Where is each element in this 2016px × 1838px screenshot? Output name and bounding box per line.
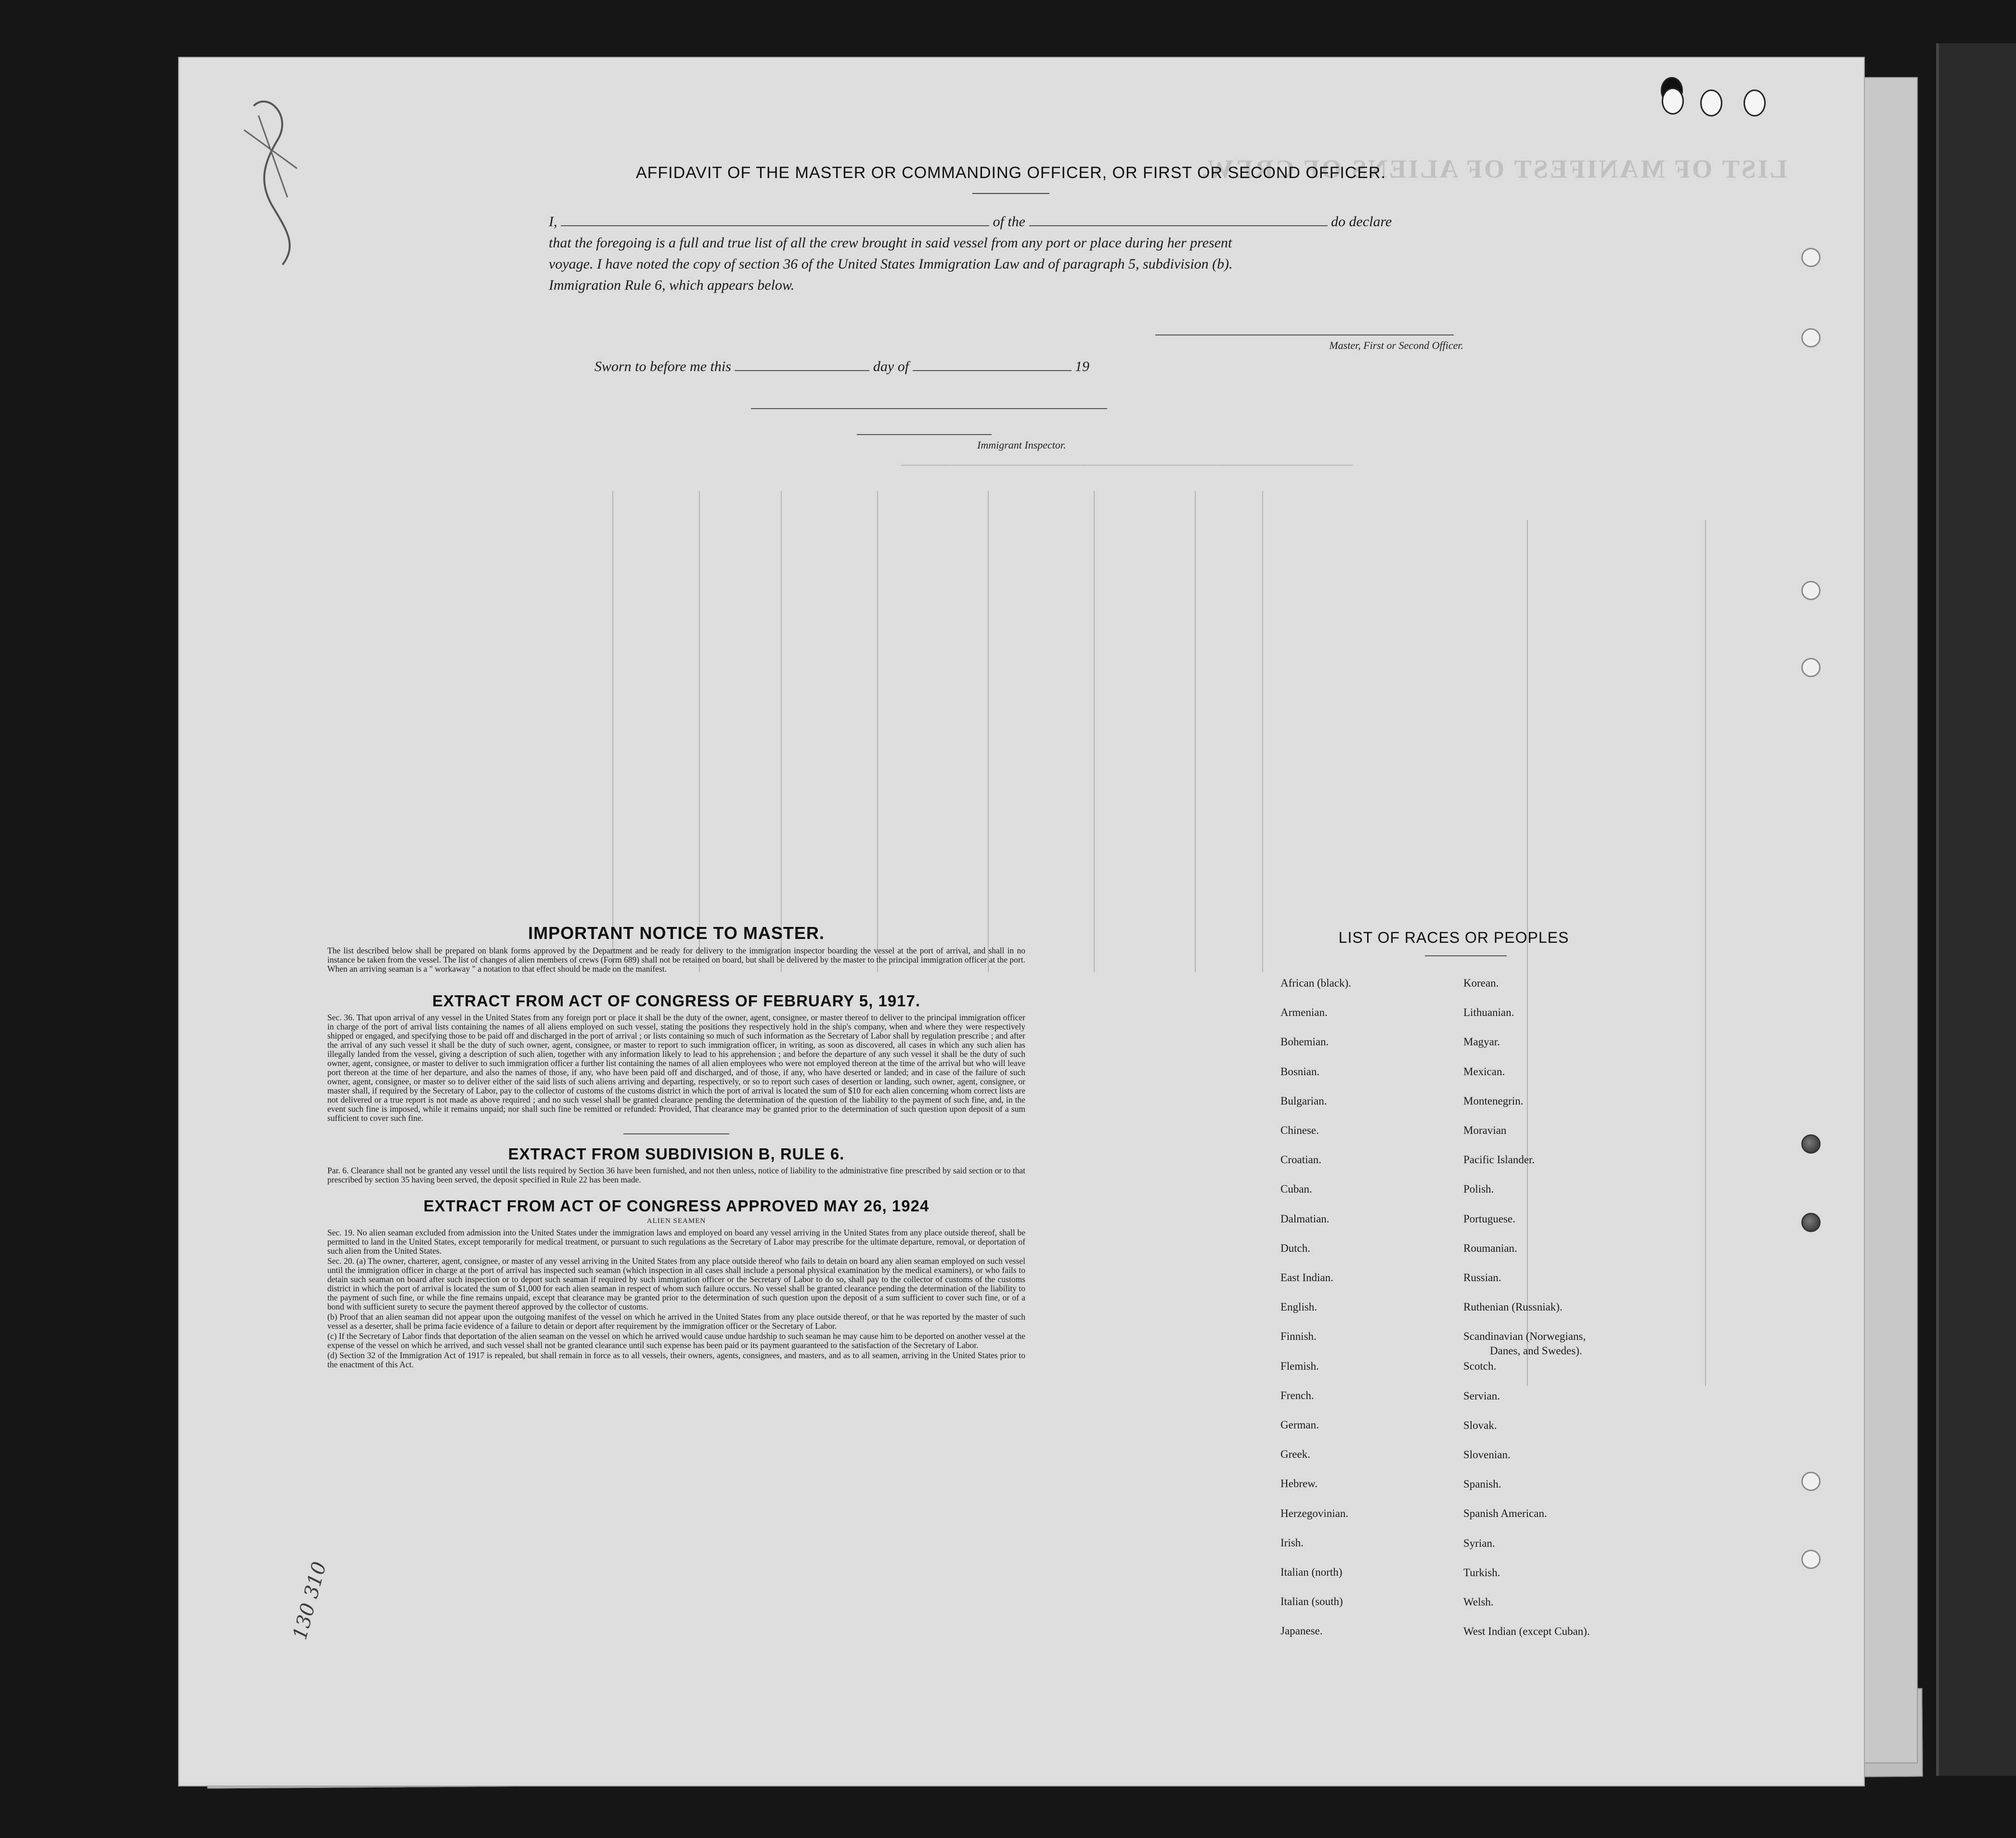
binder-hole	[1801, 1134, 1821, 1154]
name-blank[interactable]	[561, 225, 989, 226]
sec19-text: Sec. 19. No alien seaman excluded from admission into the United States under the immigration laws and employed on board any vessel arriving in the United States from any place outside thereof, shall be permitted to land in the United States, except temporarily for medical treatment, or pursuant to such regulations as the Secretary of Labor may prescribe for the ultimate departure, removal, or deportation of such alien from the United States.	[327, 1228, 1025, 1256]
binder-hole	[1801, 658, 1821, 677]
binder-hole	[1801, 1213, 1821, 1232]
ghost-column-line	[1262, 491, 1263, 972]
affidavit-i: I,	[549, 214, 557, 230]
notice-section	[327, 923, 1025, 1369]
ghost-column-line	[988, 491, 989, 972]
race-item: Welsh.	[1463, 1596, 1494, 1608]
affidavit-title: AFFIDAVIT OF THE MASTER OR COMMANDING OFFICER, OR FIRST OR SECOND OFFICER.	[635, 164, 1386, 182]
race-item: Italian (south)	[1280, 1595, 1343, 1608]
race-item: Herzegovinian.	[1280, 1507, 1349, 1519]
race-item: Roumanian.	[1463, 1242, 1517, 1254]
master-signature-block	[1155, 334, 1463, 352]
sec20b-text: (b) Proof that an alien seaman did not appear upon the outgoing manifest of the vessel on which he arrived in the United States from any place outside thereof, or that he was reported by the master of such vessel as a deserter, shall be prima facie evidence of a failure to detain or deport after requirement by the immigration officer or the Secretary of Labor.	[327, 1312, 1025, 1331]
divider	[623, 1133, 729, 1134]
races-section	[1261, 929, 1627, 1638]
notice-text: The list described below shall be prepared on blank forms approved by the Department and be ready for delivery to the immigration inspector boarding the vessel at the port of arrival, and shall in no instance be taken from the vessel. The list of changes of alien members of crews (Form 689) shall not be retained on board, but shall be delivered by the master to the principal immigration officer at the port. When an arriving seaman is a " workaway " a notation to that effect should be made on the manifest.	[327, 946, 1025, 974]
sec20a-text: Sec. 20. (a) The owner, charterer, agent, consignee, or master of any vessel arriving in the United States from any place outside thereof who fails to detain on board any alien seaman employed on such vessel until the immigration officer in charge at the port of arrival has inspected such seaman (which inspection in all cases shall include a personal physical examination by the medical examiners), or who fails to detain such seaman on board after such inspection or to deport such seaman if required by such immigration officer or the Secretary of Labor to do so, shall pay to the collector of customs of the customs district in which the port of arrival is located the sum of $1,000 for each alien seaman in respect of whom such failure occurs. No vessel shall be granted clearance pending the determination of the liability to the payment of such fine, or while the fine remains unpaid, except that clearance may be granted prior to the determination of such question upon the deposit of a sum sufficient to cover such fine, or of a bond with sufficient surety to secure the payment thereof approved by the collector of customs.	[327, 1256, 1025, 1311]
race-item: Flemish.	[1280, 1360, 1319, 1372]
extract-1917-text: Sec. 36. That upon arrival of any vessel in the United States from any foreign port or place it shall be the duty of the owner, agent, consignee, or master thereof to deliver to the principal immigration officer in charge of the port of arrival lists containing the names of all aliens employed on such vessel, stating the positions they respectively hold in the ship's company, when and where they were respectively shipped or engaged, and specifying those to be paid off and discharged in the port of arrival ; or lists containing so much of such information as the Secretary of Labor shall by regulation prescribe ; and after the arrival of any such vessel it shall be the duty of such owner, agent, consignee, or master to report to such immigration officer, in writing, as soon as discovered, all cases in which any such alien has illegally landed from the vessel, giving a description of such alien, together with any information likely to lead to his apprehension ; and before the departure of any such vessel it shall be the duty of such owner, agent, consignee, or master to deliver to such immigration officer a further list containing the names of all alien employees who were not employed thereon at the time of the arrival but who will leave port thereon at the time of her departure, and also the names of those, if any, who have been paid off and discharged, and of those, if any, who have deserted or landed; and in case of the failure of such owner, agent, consignee, or master so to deliver either of the said lists of such aliens arriving and departing, respectively, or so to report such cases of desertion or landing, such owner, agent, consignee, or master shall, if required by the Secretary of Labor, pay to the collector of customs of the customs district in which the port of arrival is located the sum of $10 for each alien concerning whom correct lists are not delivered or a true report is not made as above required ; and no such vessel shall be granted clearance pending the determination of the question of the liability to the payment of such fine, and, in the event such fine is imposed, while it remains unpaid; nor shall such fine be remitted or refunded: Provided, That clearance may be granted prior to the determination of such question upon deposit of a sum sufficient to cover such fine.	[327, 1013, 1025, 1123]
race-item: Servian.	[1463, 1389, 1500, 1402]
race-item: French.	[1280, 1389, 1314, 1401]
race-item: Lithuanian.	[1463, 1006, 1514, 1019]
margin-handwriting: 130 310	[289, 1559, 331, 1642]
race-item: Syrian.	[1463, 1537, 1495, 1549]
document-page	[178, 57, 1865, 1787]
affidavit-line-3: voyage. I have noted the copy of section 36 of the United States Immigration Law and of paragraph 5, subdivision (b).	[549, 256, 1233, 272]
race-item: Magyar.	[1463, 1036, 1500, 1048]
ghost-column-line	[877, 491, 878, 972]
sworn-line	[594, 356, 1172, 377]
race-item: Finnish.	[1280, 1330, 1317, 1343]
ghost-column-line	[612, 491, 613, 972]
notice-title: IMPORTANT NOTICE TO MASTER.	[528, 923, 825, 943]
punch-hole	[1662, 88, 1684, 115]
affidavit-of-the: of the	[993, 214, 1025, 230]
extract-rule6-text: Par. 6. Clearance shall not be granted any vessel until the lists required by Section 36 have been furnished, and not then unless, notice of liability to the administrative fine prescribed by said section or to that prescribed by section 35 having been served, the deposit specified in Rule 22 has been made.	[327, 1166, 1025, 1184]
affidavit-line-2: that the foregoing is a full and true list of all the crew brought in said vessel from any port or place during her present	[549, 235, 1232, 251]
ghost-column-line	[699, 491, 700, 972]
bleed-through-row: ────────────────────────────────────────────────────	[901, 457, 1354, 474]
race-item: Greek.	[1280, 1448, 1310, 1461]
master-label: Master, First or Second Officer.	[1329, 339, 1463, 351]
race-item: German.	[1280, 1419, 1319, 1431]
master-signature-line[interactable]	[1155, 334, 1454, 335]
vessel-blank[interactable]	[1029, 225, 1328, 226]
inspector-label: Immigrant Inspector.	[977, 439, 1066, 451]
inspector-line-1[interactable]	[751, 408, 1107, 409]
race-item: Irish.	[1280, 1536, 1304, 1549]
binder-edge	[1936, 43, 2016, 1776]
punch-hole	[1744, 90, 1766, 116]
divider	[1425, 955, 1507, 956]
race-item: English.	[1280, 1301, 1318, 1313]
sworn-day-of: day of	[873, 359, 909, 374]
race-item: Korean.	[1463, 977, 1499, 989]
sec20d-text: (d) Section 32 of the Immigration Act of 1917 is repealed, but shall remain in force as to all vessels, their owners, agents, consignees, and masters, and as to all seamen, arriving in the United States prior to the enactment of this Act.	[327, 1350, 1025, 1369]
race-item: Montenegrin.	[1463, 1094, 1524, 1107]
race-item: Danes, and Swedes).	[1490, 1345, 1582, 1357]
race-item: African (black).	[1280, 977, 1351, 989]
ghost-column-line	[1195, 491, 1196, 972]
race-item: Japanese.	[1280, 1625, 1323, 1637]
binder-hole	[1801, 1550, 1821, 1569]
race-item: Chinese.	[1280, 1124, 1319, 1136]
inspector-signature-block	[751, 408, 1117, 451]
race-item: Portuguese.	[1463, 1212, 1515, 1225]
affidavit-line-4: Immigration Rule 6, which appears below.	[549, 277, 795, 293]
sworn-month-blank[interactable]	[913, 370, 1072, 371]
race-item: West Indian (except Cuban).	[1463, 1625, 1590, 1638]
binder-hole	[1801, 581, 1821, 600]
extract-1924-title: EXTRACT FROM ACT OF CONGRESS APPROVED MAY 26, 1924	[423, 1197, 930, 1215]
race-item: Spanish.	[1463, 1478, 1501, 1491]
race-item: Mexican.	[1463, 1065, 1505, 1078]
bleed-through-title: LIST OF MANIFEST OF ALIENS OF CREW.	[1200, 154, 1787, 183]
race-item: Scandinavian (Norwegians,	[1463, 1330, 1586, 1343]
sec20c-text: (c) If the Secretary of Labor finds that deportation of the alien seaman on the vessel on which he arrived would cause undue hardship to such seaman he may cause him to be deported on another vessel at the expense of the vessel on which he arrived, and such vessel shall not be granted clearance until such expense has been paid or its payment guaranteed to the satisfaction of the Secretary of Labor.	[327, 1331, 1025, 1350]
sworn-day-blank[interactable]	[735, 370, 869, 371]
race-item: Hebrew.	[1280, 1478, 1318, 1490]
race-item: Bosnian.	[1280, 1065, 1320, 1078]
race-item: Armenian.	[1280, 1006, 1328, 1019]
ghost-column-line	[1094, 491, 1095, 972]
inspector-line-2[interactable]	[857, 434, 992, 435]
punch-hole	[1700, 90, 1722, 116]
affidavit-line-1	[549, 211, 1473, 232]
race-item: Slovenian.	[1463, 1449, 1511, 1461]
alien-seamen-subtitle: ALIEN SEAMEN	[646, 1217, 706, 1225]
race-item: Moravian	[1463, 1124, 1507, 1136]
binder-hole	[1801, 1472, 1821, 1491]
race-item: Polish.	[1463, 1183, 1494, 1195]
pencil-scribble	[225, 87, 321, 270]
extract-rule6-title: EXTRACT FROM SUBDIVISION B, RULE 6.	[508, 1145, 845, 1163]
affidavit-section	[549, 164, 1473, 296]
race-item: Scotch.	[1463, 1360, 1497, 1373]
binder-hole	[1801, 328, 1821, 347]
sworn-start: Sworn to before me this	[594, 359, 731, 374]
race-item: East Indian.	[1280, 1272, 1333, 1284]
divider	[972, 193, 1049, 194]
race-item: Dalmatian.	[1280, 1212, 1330, 1225]
race-item: Slovak.	[1463, 1419, 1497, 1431]
ghost-column-line	[781, 491, 782, 972]
sworn-year: 19	[1075, 359, 1090, 374]
race-item: Turkish.	[1463, 1566, 1500, 1579]
race-item: Croatian.	[1280, 1154, 1321, 1166]
race-item: Cuban.	[1280, 1183, 1312, 1195]
binder-hole	[1801, 248, 1821, 267]
affidavit-declare: do declare	[1331, 214, 1392, 230]
race-item: Ruthenian (Russniak).	[1463, 1301, 1563, 1313]
race-item: Bulgarian.	[1280, 1094, 1327, 1107]
races-title: LIST OF RACES OR PEOPLES	[1338, 929, 1569, 946]
race-item: Spanish American.	[1463, 1507, 1547, 1520]
ghost-column-line	[1705, 520, 1706, 1386]
race-item: Dutch.	[1280, 1242, 1310, 1254]
race-item: Pacific Islander.	[1463, 1154, 1535, 1166]
race-item: Bohemian.	[1280, 1036, 1329, 1048]
race-item: Russian.	[1463, 1272, 1501, 1284]
race-item: Italian (north)	[1280, 1566, 1343, 1578]
extract-1917-title: EXTRACT FROM ACT OF CONGRESS OF FEBRUARY 5, 1917.	[432, 992, 921, 1010]
